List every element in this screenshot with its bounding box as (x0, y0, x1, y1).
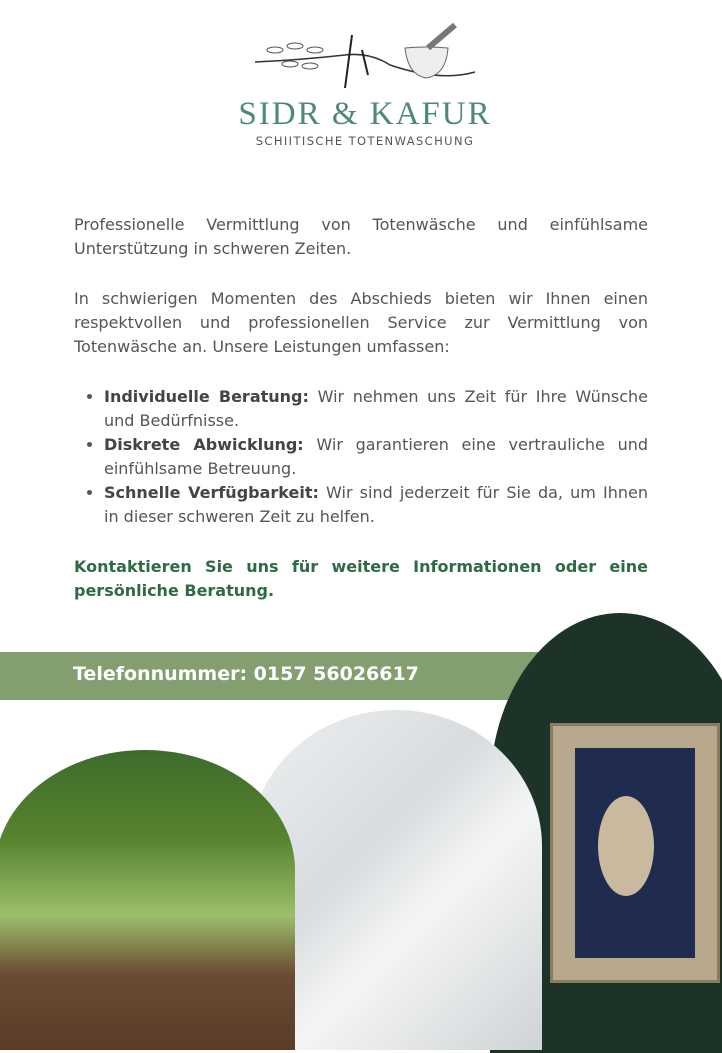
flyer-body (74, 213, 648, 629)
intro-text: Professionelle Vermittlung von Totenwäsche und einfühlsame Unterstützung in schweren Zeiten. (74, 215, 648, 258)
lead-text: In schwierigen Momenten des Abschieds bieten wir Ihnen einen respektvollen und professionellen Service zur Vermittlung von Totenwäsche an. Unsere Leistungen umfassen: (74, 289, 648, 356)
grave-photo (0, 750, 295, 1050)
list-item: • Individuelle Beratung: Wir nehmen uns Zeit für Ihre Wünsche und Bedürfnisse. (104, 385, 648, 433)
phone-banner (0, 652, 560, 700)
logo (230, 20, 500, 155)
list-item: • Diskrete Abwicklung: Wir garantieren eine vertrauliche und einfühlsame Betreuung. (104, 433, 648, 481)
list-item: • Schnelle Verfügbarkeit: Wir sind jederzeit für Sie da, um Ihnen in dieser schweren Zeit zu helfen. (104, 481, 648, 529)
logo-herb-mortar-icon (250, 20, 480, 92)
phone-number[interactable]: Telefonnummer: 0157 56026617 (73, 663, 419, 685)
brand-subtitle: SCHIITISCHE TOTENWASCHUNG (255, 134, 475, 148)
contact-text: Kontaktieren Sie uns für weitere Informationen oder eine persönliche Beratung. (74, 557, 648, 600)
services-list (104, 385, 648, 529)
brand-name: SIDR & KAFUR (238, 96, 492, 132)
